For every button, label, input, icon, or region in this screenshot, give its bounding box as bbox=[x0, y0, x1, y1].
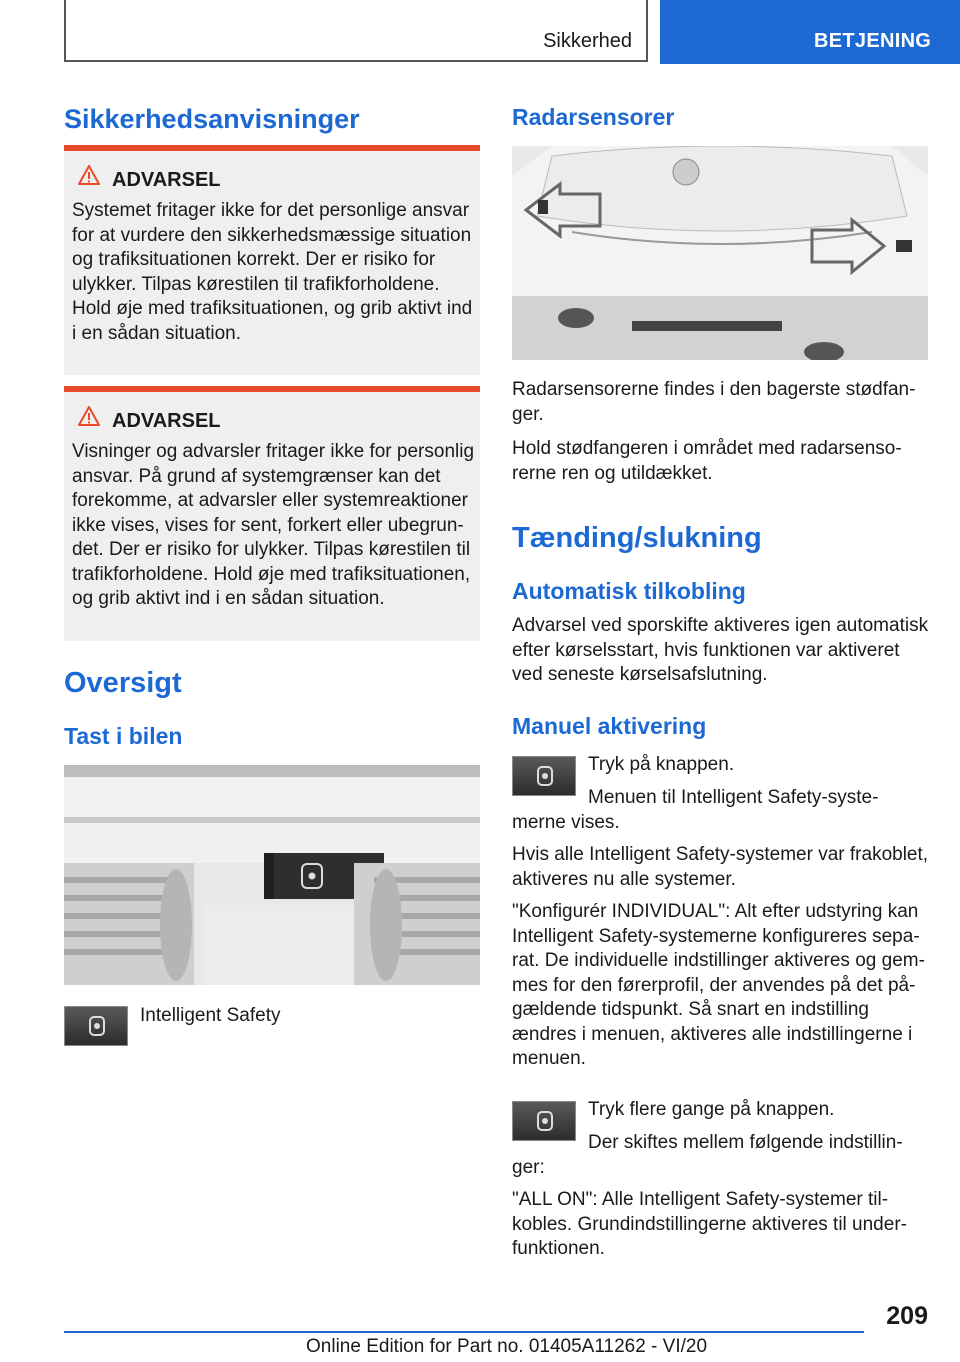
manual-step-2: Tryk flere gange på knappen. bbox=[588, 1099, 835, 1120]
page-number: 209 bbox=[886, 1302, 928, 1330]
manual-text-3: "ALL ON": Alle Intelligent Safety-systemer til-kobles. Grundindstillingerne aktiveres til under-funktionen. bbox=[512, 1189, 907, 1259]
warning-box-1 bbox=[64, 145, 480, 375]
header-chapter-label: BETJENING bbox=[814, 30, 932, 52]
header-section-title: Sikkerhed bbox=[543, 30, 632, 52]
heading-manual: Manuel aktivering bbox=[512, 713, 707, 739]
heading-buttons: Tast i bilen bbox=[64, 723, 183, 749]
warning-triangle-icon bbox=[78, 406, 100, 426]
heading-ignition: Tænding/slukning bbox=[512, 522, 762, 554]
intelligent-safety-button-icon bbox=[64, 1006, 128, 1046]
automatic-text: Advarsel ved sporskifte aktiveres igen automatisk efter kørselsstart, hvis funktionen var aktiveret ved seneste kørselsafslutning. bbox=[512, 615, 929, 685]
heading-radar-sensors: Radarsensorer bbox=[512, 104, 675, 130]
warning-text: Visninger og advarsler fritager ikke for personlig ansvar. På grund af systemgrænser kan det forekomme, at advarsler eller systemreaktioner ikke vises, vises for sent, forkert eller ubegrun-det. Der er risiko for ulykker. Tilpas kørestilen til trafikforholdene. Hold øje med trafiksituationen, og grib aktivt ind i en sådan situation. bbox=[72, 441, 475, 609]
heading-automatic: Automatisk tilkobling bbox=[512, 578, 746, 604]
warning-text: Systemet fritager ikke for det personlige ansvar for at vurdere den sikkerhedsmæssige situation og trafiksituationen korrekt. Der er risiko for ulykker. Tilpas kørestilen til trafikforholdene. Hold øje med trafiksituationen, og grib aktivt ind i en sådan situation. bbox=[72, 200, 473, 344]
radar-sensor-image bbox=[512, 146, 928, 360]
warning-box-2 bbox=[64, 386, 480, 641]
dashboard-button-image bbox=[64, 765, 480, 985]
header-chapter-tab bbox=[660, 0, 960, 64]
car-rear-illustration bbox=[512, 146, 928, 360]
radar-text-1: Radarsensorerne findes i den bagerste stødfan-ger. bbox=[512, 379, 916, 425]
radar-text-2: Hold stødfangeren i området med radarsenso-rerne ren og utildækket. bbox=[512, 438, 902, 484]
header-section-box bbox=[64, 0, 648, 62]
manual-step-2-result: Der skiftes mellem følgende indstillin-ger: bbox=[512, 1132, 903, 1178]
warning-triangle-icon bbox=[78, 165, 100, 185]
button-caption: Intelligent Safety bbox=[140, 1005, 281, 1026]
footer-edition: Online Edition for Part no. 01405A11262 - VI/20 bbox=[306, 1336, 708, 1357]
heading-overview: Oversigt bbox=[64, 667, 182, 699]
manual-step-1-result: Menuen til Intelligent Safety-syste-merne vises. bbox=[512, 787, 879, 833]
manual-text-1: Hvis alle Intelligent Safety-systemer var frakoblet, aktiveres nu alle systemer. bbox=[512, 844, 929, 890]
manual-step-1: Tryk på knappen. bbox=[588, 754, 735, 775]
footer-divider bbox=[64, 1331, 864, 1333]
manual-text-2: "Konfigurér INDIVIDUAL": Alt efter udstyring kan Intelligent Safety-systemerne konfigureres sepa-rat. De individuelle indstillinger aktiveres og gem-mes for den førerprofil, der anvendes på det på-gældende tidspunkt. Så snart en indstilling ændres i menuen, aktiveres alle indstillingerne i menuen. bbox=[512, 901, 925, 1069]
warning-label: ADVARSEL bbox=[112, 169, 221, 191]
warning-label: ADVARSEL bbox=[112, 410, 221, 432]
dashboard-illustration bbox=[64, 765, 480, 985]
section-title-safety: Sikkerhedsanvisninger bbox=[64, 104, 360, 134]
